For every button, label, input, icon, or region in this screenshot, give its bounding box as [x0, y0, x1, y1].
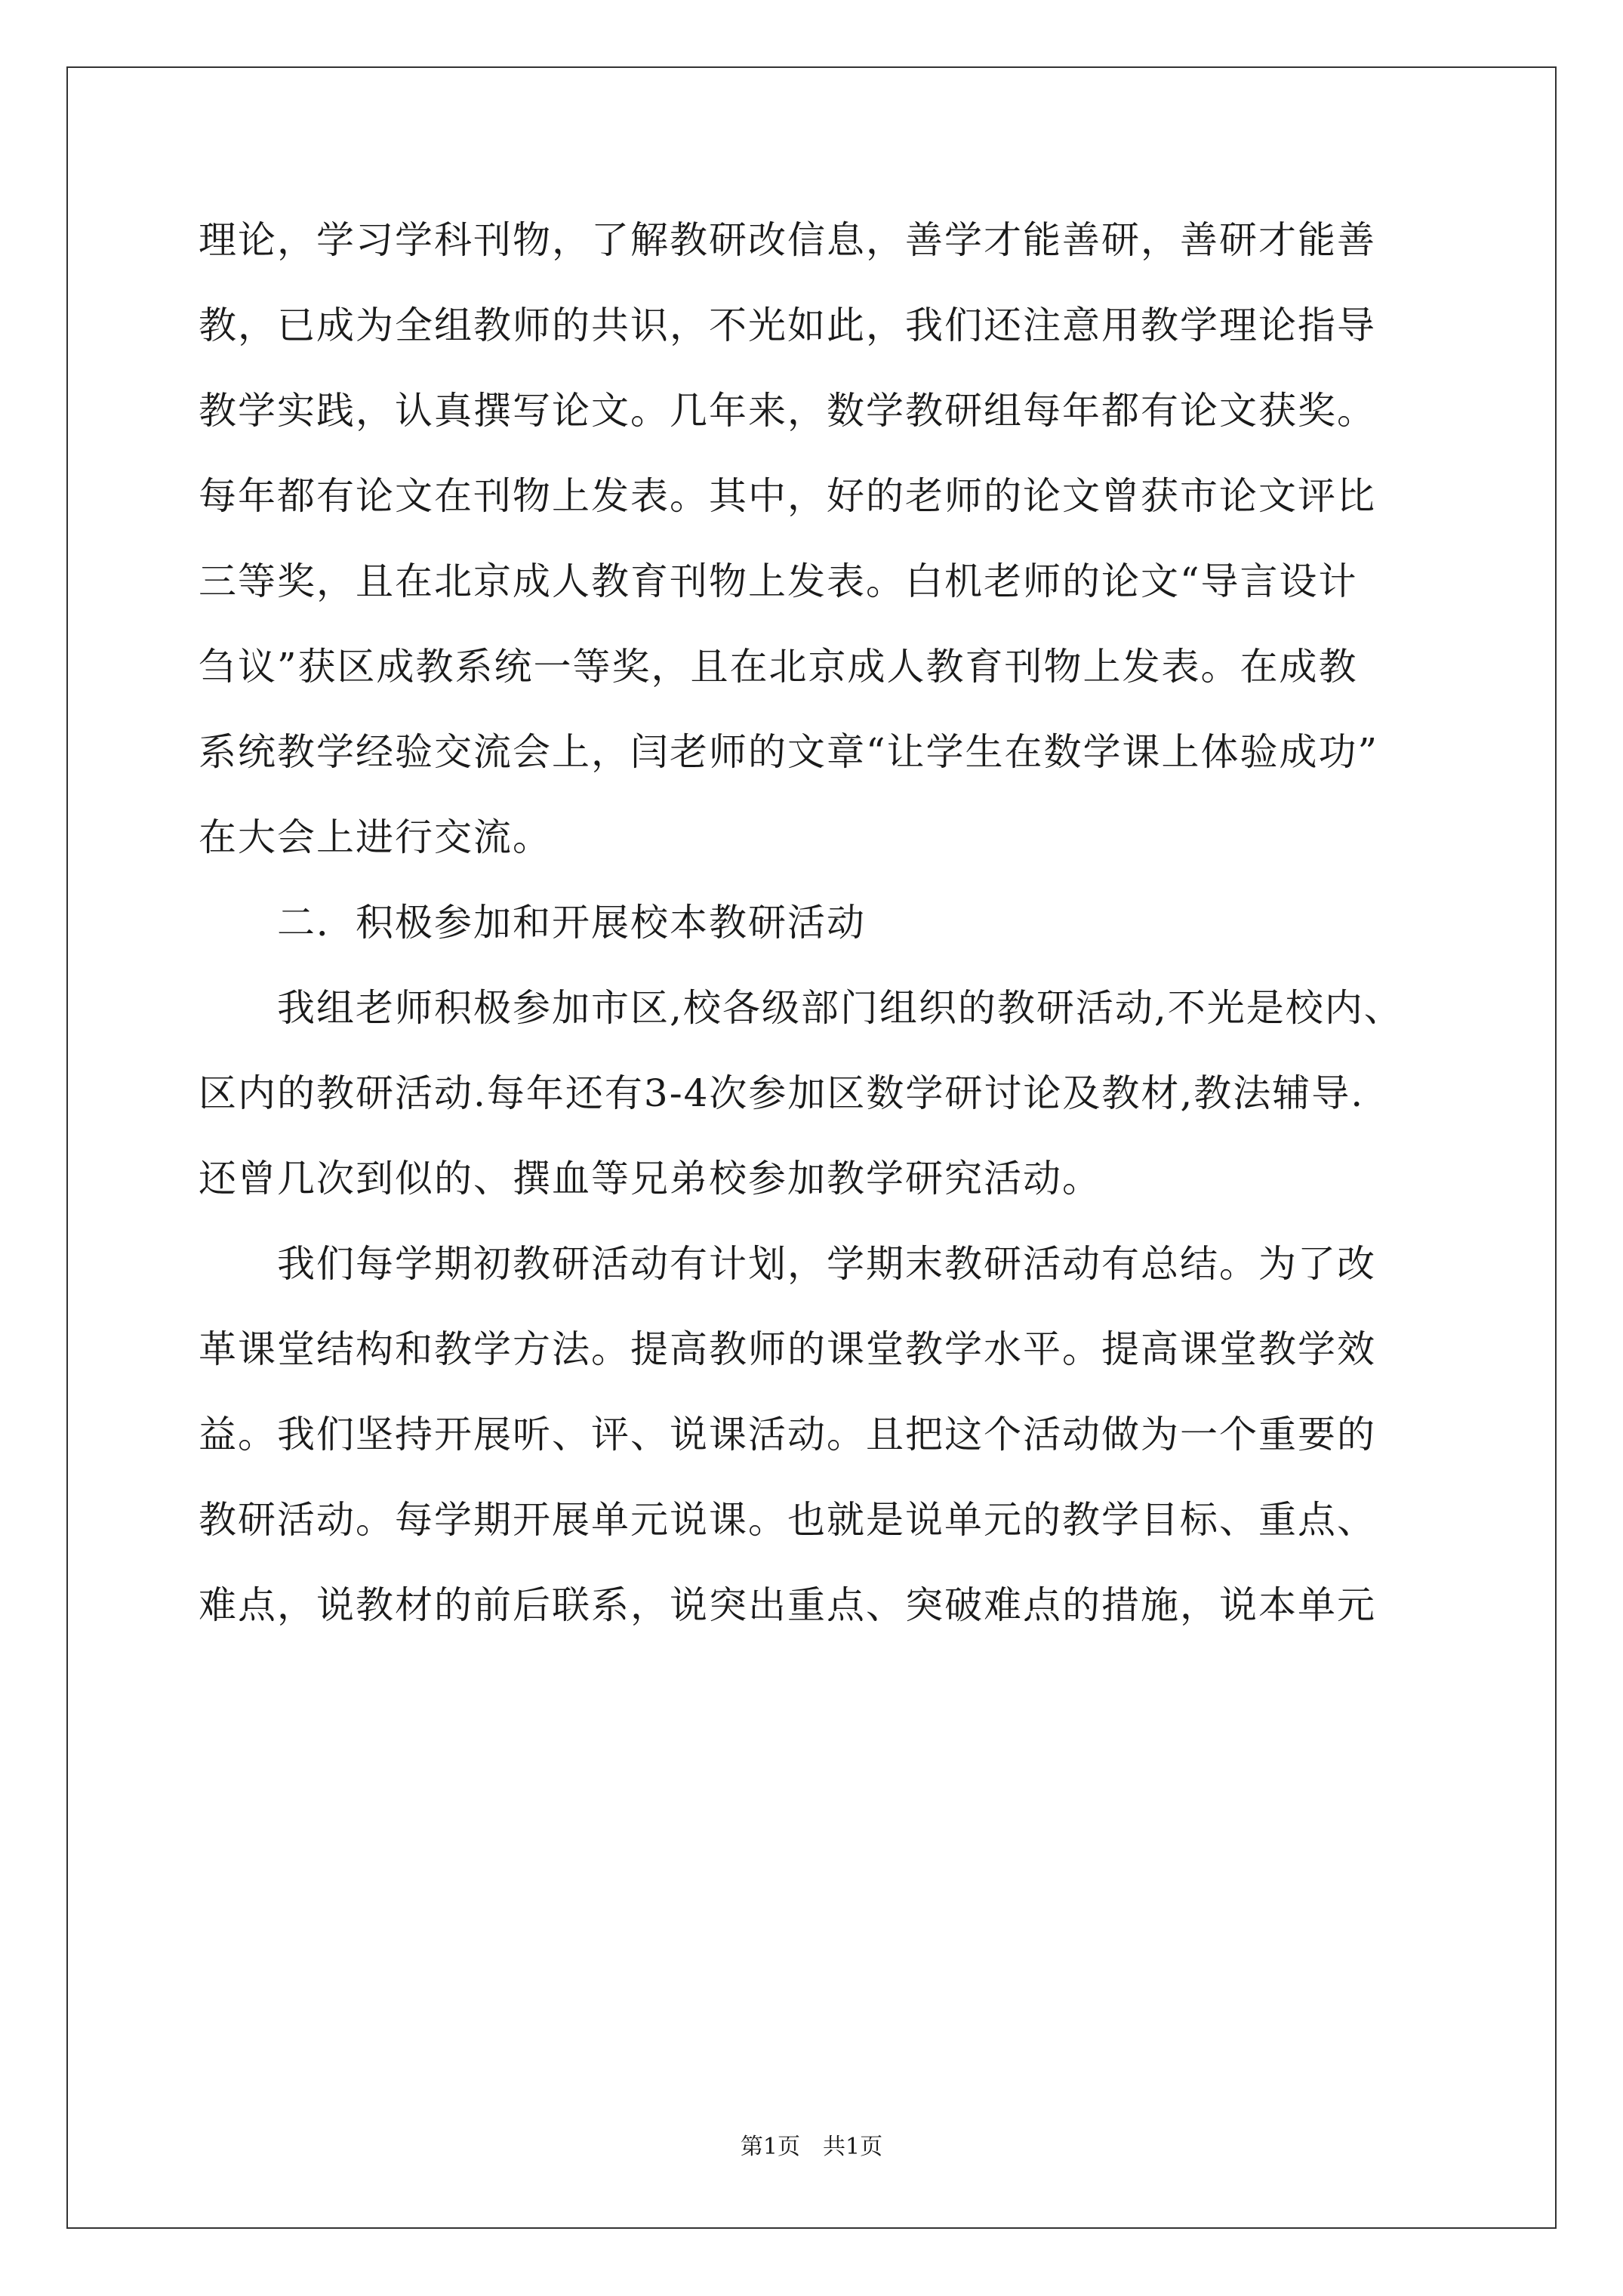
text-line: 教研活动。每学期开展单元说课。也就是说单元的教学目标、重点、: [199, 1498, 1376, 1542]
text-line: 益。我们坚持开展听、评、说课活动。且把这个活动做为一个重要的: [199, 1413, 1376, 1456]
page-footer: 第1页 共1页: [740, 2134, 883, 2160]
text-line: 还曾几次到似的、撰血等兄弟校参加教学研究活动。: [199, 1157, 1101, 1200]
text-line: 我们每学期初教研活动有计划，学期末教研活动有总结。为了改: [199, 1242, 1376, 1286]
text-line: 教，已成为全组教师的共识，不光如此，我们还注意用教学理论指导: [199, 304, 1376, 347]
text-line: 区内的教研活动.每年还有3-4次参加区数学研讨论及教材,教法辅导.: [199, 1071, 1365, 1115]
text-line: 系统教学经验交流会上，闫老师的文章“让学生在数学课上体验成功”: [199, 730, 1379, 774]
text-line: 三等奖，且在北京成人教育刊物上发表。白机老师的论文“导言设计: [199, 559, 1358, 603]
text-line: 我组老师积极参加市区,校各级部门组织的教研活动,不光是校内、: [199, 986, 1403, 1030]
text-line: 在大会上进行交流。: [199, 815, 552, 859]
text-line: 刍议”获区成教系统一等奖，且在北京成人教育刊物上发表。在成教: [199, 645, 1358, 689]
text-line: 理论，学习学科刊物，了解教研改信息，善学才能善研，善研才能善: [199, 218, 1376, 262]
section-heading: 二．积极参加和开展校本教研活动: [199, 901, 866, 945]
text-line: 革课堂结构和教学方法。提高教师的课堂教学水平。提高课堂教学效: [199, 1327, 1376, 1371]
text-line: 每年都有论文在刊物上发表。其中，好的老师的论文曾获市论文评比: [199, 474, 1376, 518]
text-line: 教学实践，认真撰写论文。几年来，数学教研组每年都有论文获奖。: [199, 389, 1376, 433]
text-line: 难点，说教材的前后联系，说突出重点、突破难点的措施，说本单元: [199, 1583, 1376, 1627]
